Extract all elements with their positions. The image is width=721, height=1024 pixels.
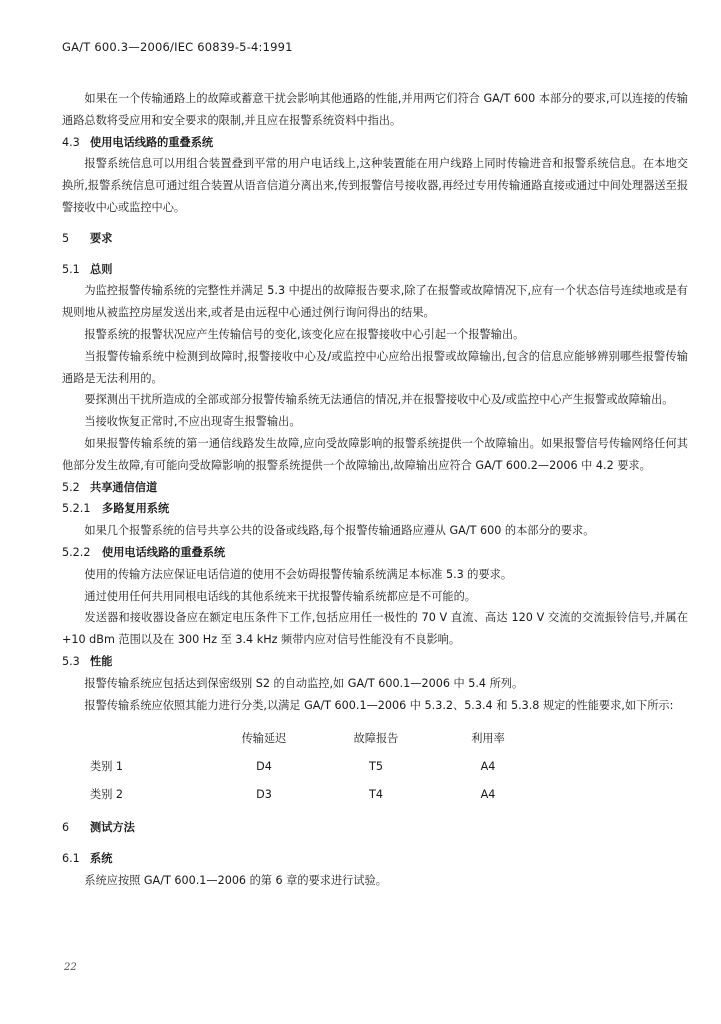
paragraph: 当接收恢复正常时,不应出现寄生报警输出。 [84,415,301,429]
table-header-row [62,724,544,752]
table-cell: T4 [369,787,383,801]
section-heading [62,259,688,281]
paragraph: 通过使用任何共用同根电话线的其他系统来干扰报警传输系统都应是不可能的。 [84,589,476,603]
paragraph: 要探测出干扰所造成的全部或部分报警传输系统无法通信的情况,并在报警接收中心及/或监控中心产生报警或故障输出。 [84,393,674,407]
paragraph: 发送器和接收器设备应在额定电压条件下工作,包括应用任一极性的 70 V 直流、高达 120 V 交流的交流振铃信号,并属在 +10 dBm 范围以及在 300 Hz 至 3.4 kHz 频带内应对信号性能没有不良影响。 [62,611,688,647]
page-number: 22 [64,962,77,973]
section-heading [62,477,688,499]
section-number: 4.3 [62,135,80,149]
section-title: 测试方法 [90,821,135,835]
standard-header: GA/T 600.3—2006/IEC 60839-5-4:1991 [62,40,293,54]
table-header-cell: 利用率 [471,732,505,746]
table-cell: D3 [256,787,272,801]
section-number: 5.2.1 [62,502,91,516]
table-cell: T5 [369,759,383,773]
paragraph: 如果几个报警系统的信号共享公共的设备或线路,每个报警传输通路应遵从 GA/T 600 的本部分的要求。 [84,524,595,538]
paragraph: 报警系统的报警状况应产生传输信号的变化,该变化应在报警接收中心引起一个报警输出。 [84,327,525,341]
section-heading [62,498,688,520]
section-title: 系统 [90,852,113,866]
section-heading [62,228,688,250]
section-number: 5 [62,231,70,245]
section-number: 5.1 [62,262,80,276]
table-cell: D4 [256,759,272,773]
table-cell: A4 [480,787,496,801]
section-heading [62,651,688,673]
section-heading [62,132,688,154]
paragraph: 使用的传输方法应保证电话信道的使用不会妨碍报警传输系统满足本标准 5.3 的要求。 [84,567,513,581]
paragraph: 报警传输系统应依照其能力进行分类,以满足 GA/T 600.1—2006 中 5.3.2、5.3.4 和 5.3.8 规定的性能要求,如下所示: [84,698,674,712]
section-number: 6.1 [62,852,80,866]
table-header-cell: 传输延迟 [241,732,287,746]
section-title: 多路复用系统 [102,502,170,516]
section-title: 要求 [90,231,113,245]
section-number: 5.2.2 [62,545,91,559]
section-title: 使用电话线路的重叠系统 [90,135,214,149]
table-header-cell: 故障报告 [353,732,399,746]
section-title: 性能 [90,654,113,668]
paragraph: 报警传输系统应包括达到保密级别 S2 的自动监控,如 GA/T 600.1—2006 中 5.4 所列。 [84,676,524,690]
section-number: 6 [62,821,70,835]
table-header-cell [62,724,208,752]
section-title: 共享通信信道 [90,480,158,494]
paragraph: 如果在一个传输通路上的故障或蓄意干扰会影响其他通路的性能,并用两它们符合 GA/T 600 本部分的要求,可以连接的传输通路总数将受应用和安全要求的限制,并且应在报警系统资料中指出。 [62,92,688,127]
document-body [62,88,688,892]
table-row [62,752,544,780]
section-heading [62,817,688,839]
section-title: 使用电话线路的重叠系统 [102,545,226,559]
performance-table [62,724,544,808]
section-number: 5.3 [62,654,80,668]
table-cell: 类别 2 [90,788,124,802]
section-heading [62,848,688,870]
paragraph: 报警系统信息可以用组合装置叠到平常的用户电话线上,这种装置能在用户线路上同时传输进音和报警系统信息。在本地交换所,报警系统信息可通过组合装置从语音信道分离出来,传到报警信号接收器,再经过专用传输通路直接或通过中间处理器送至报警接收中心或监控中心。 [62,157,689,214]
paragraph: 当报警传输系统中检测到故障时,报警接收中心及/或监控中心应给出报警或故障输出,包含的信息应能够辨别哪些报警传输通路是无法利用的。 [62,349,688,385]
section-number: 5.2 [62,480,80,494]
section-title: 总则 [90,262,113,276]
section-heading [62,542,688,564]
paragraph: 如果报警传输系统的第一通信线路发生故障,应向受故障影响的报警系统提供一个故障输出。如果报警信号传输网络任何其他部分发生故障,有可能向受故障影响的报警系统提供一个故障输出,故障输出应符合 GA/T 600.2—2006 中 4.2 要求。 [62,436,688,472]
table-cell: A4 [480,759,496,773]
paragraph: 为监控报警传输系统的完整性并满足 5.3 中提出的故障报告要求,除了在报警或故障情况下,应有一个状态信号连续地或是有规则地从被监控房屋发送出来,或者是由远程中心通过例行询问得出的结果。 [62,284,688,320]
paragraph: 系统应按照 GA/T 600.1—2006 的第 6 章的要求进行试验。 [84,873,387,887]
table-cell: 类别 1 [90,760,124,774]
table-row [62,780,544,808]
